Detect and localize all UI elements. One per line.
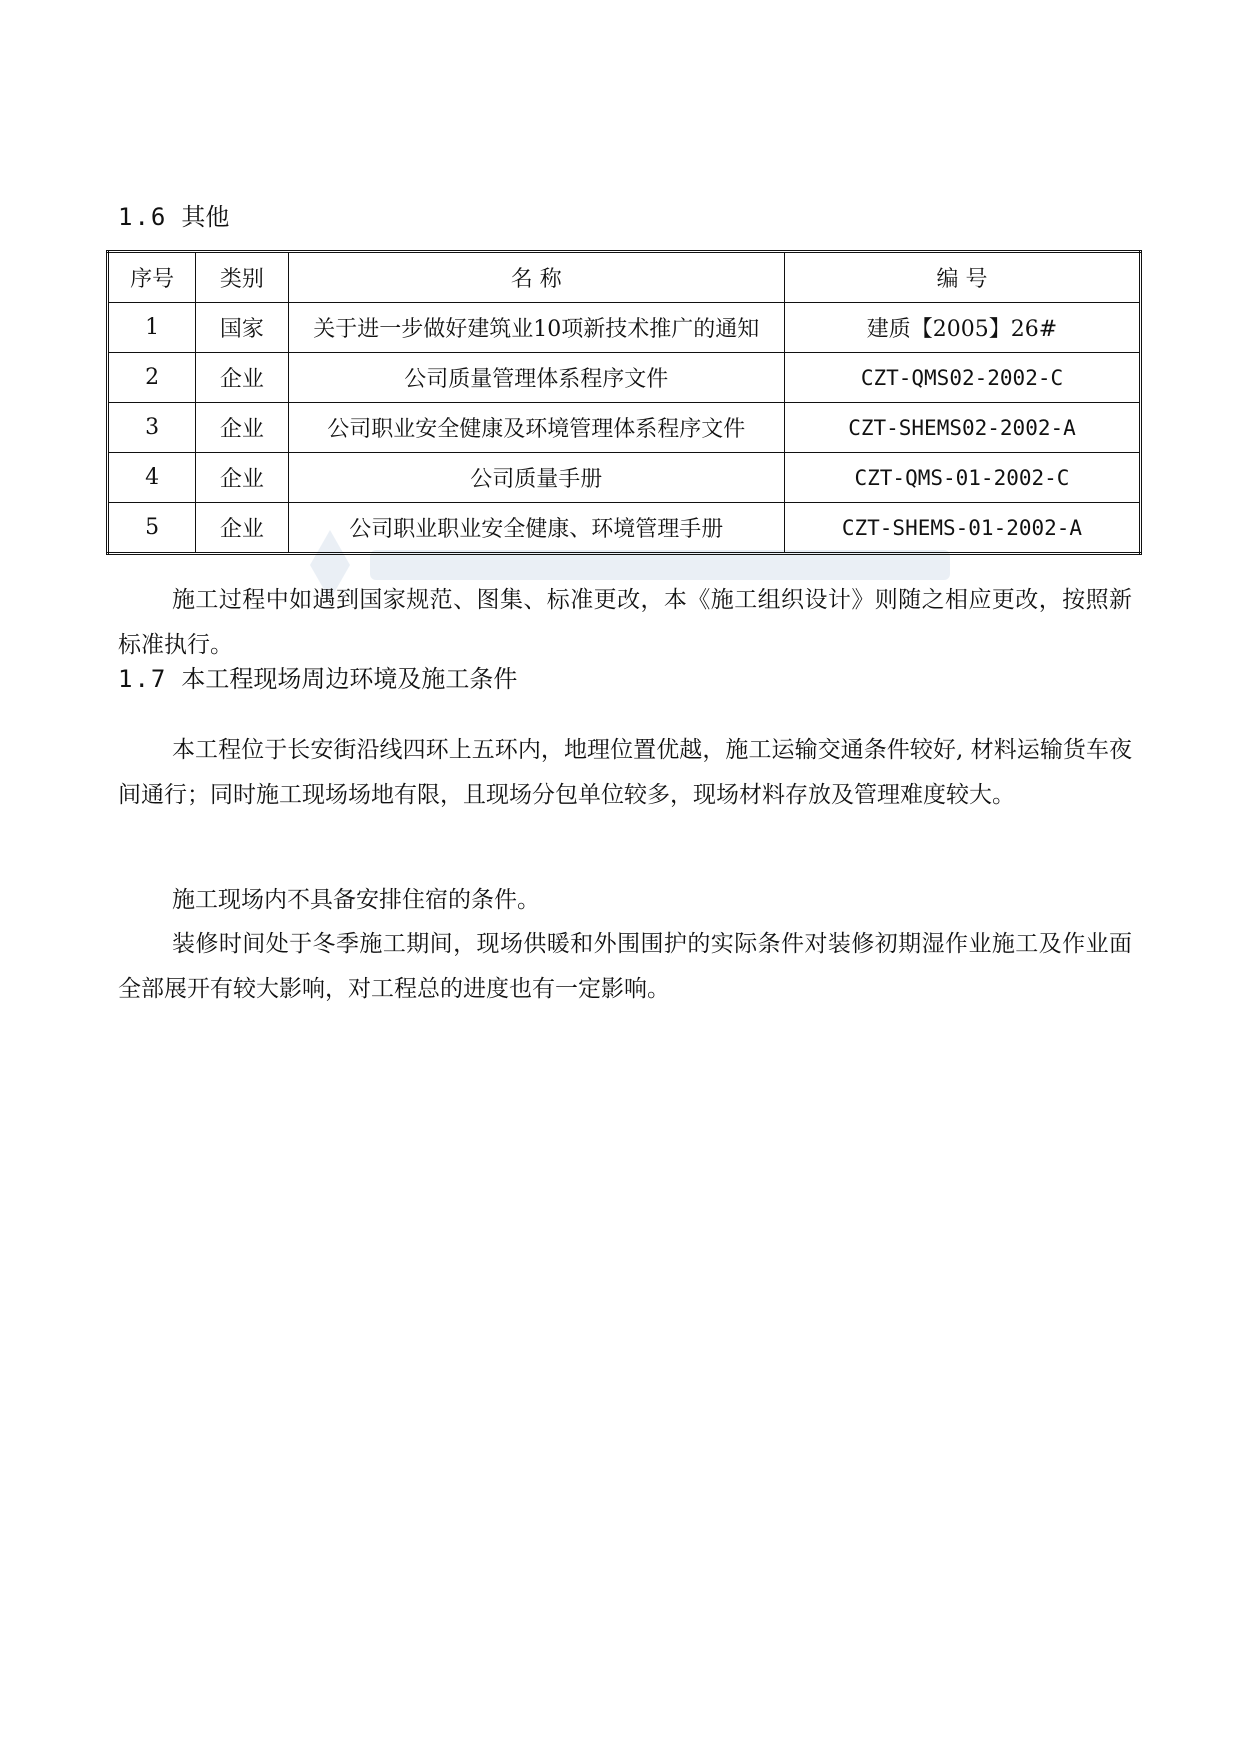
cell-no: 4 [108,453,196,503]
header-code: 编 号 [784,252,1140,303]
table-row [108,503,1141,554]
cell-name: 公司质量手册 [288,453,784,503]
cell-no: 5 [108,503,196,554]
section-title: 其他 [181,203,230,231]
cell-name: 公司职业职业安全健康、环境管理手册 [288,503,784,554]
cell-code: CZT-QMS02-2002-C [784,353,1140,403]
cell-name: 公司质量管理体系程序文件 [288,353,784,403]
table-header-row [108,252,1141,303]
paragraph-accommodation: 施工现场内不具备安排住宿的条件。 [172,887,540,913]
cell-category: 企业 [196,353,288,403]
table-row [108,353,1141,403]
header-category: 类别 [196,252,288,303]
cell-no: 1 [108,303,196,353]
section-number: 1.6 [118,203,168,231]
cell-code: 建质【2005】26# [784,303,1140,353]
paragraph-winter-construction: 装修时间处于冬季施工期间，现场供暖和外围围护的实际条件对装修初期湿作业施工及作业面全部展开有较大影响，对工程总的进度也有一定影响。 [118,931,1132,1002]
paragraph-standards-update: 施工过程中如遇到国家规范、图集、标准更改，本《施工组织设计》则随之相应更改，按照新标准执行。 [118,587,1132,658]
paragraph-site-location: 本工程位于长安街沿线四环上五环内，地理位置优越，施工运输交通条件较好, 材料运输货车夜间通行；同时施工现场场地有限，且现场分包单位较多，现场材料存放及管理难度较大。 [118,737,1132,808]
header-name: 名 称 [288,252,784,303]
table-row [108,303,1141,353]
cell-name: 公司职业安全健康及环境管理体系程序文件 [288,403,784,453]
section-heading-1-7 [118,664,517,694]
cell-name: 关于进一步做好建筑业10项新技术推广的通知 [288,303,784,353]
cell-code: CZT-QMS-01-2002-C [784,453,1140,503]
cell-category: 企业 [196,453,288,503]
cell-no: 2 [108,353,196,403]
table-row [108,403,1141,453]
cell-category: 企业 [196,503,288,554]
cell-category: 国家 [196,303,288,353]
standards-table [106,250,1142,555]
section-heading-1-6 [118,202,229,232]
header-no: 序号 [108,252,196,303]
cell-code: CZT-SHEMS02-2002-A [784,403,1140,453]
section-number: 1.7 [118,665,168,693]
cell-no: 3 [108,403,196,453]
cell-category: 企业 [196,403,288,453]
section-title: 本工程现场周边环境及施工条件 [181,665,518,693]
cell-code: CZT-SHEMS-01-2002-A [784,503,1140,554]
table-row [108,453,1141,503]
